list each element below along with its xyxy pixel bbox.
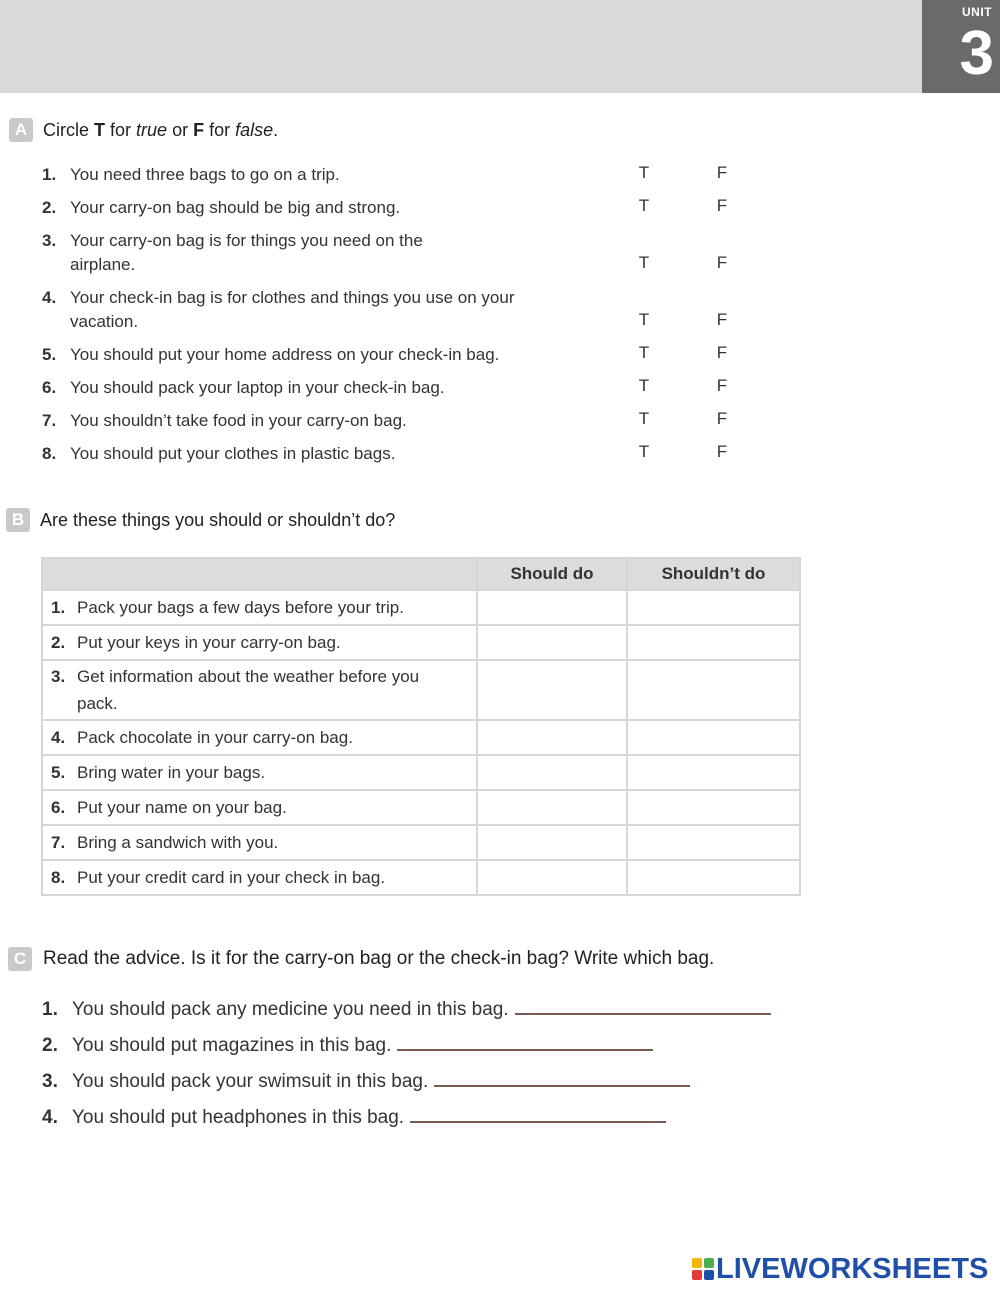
answer-blank[interactable] [434,1084,690,1087]
should-do-cell[interactable] [477,825,627,860]
shouldnt-do-cell[interactable] [627,720,800,755]
unit-number: 3 [959,19,994,88]
advice-item: 3. You should pack your swimsuit in this bag. [42,1071,690,1093]
should-do-cell[interactable] [477,720,627,755]
answer-blank[interactable] [410,1120,666,1123]
true-option[interactable]: T [638,442,650,461]
unit-box [922,0,1000,93]
answer-blank[interactable] [397,1048,653,1051]
table-row: 7. Bring a sandwich with you. [42,825,800,860]
true-option[interactable]: T [638,376,650,395]
table-row: 2. Put your keys in your carry-on bag. [42,625,800,660]
should-do-cell[interactable] [477,790,627,825]
true-option[interactable]: T [638,253,650,272]
should-do-cell[interactable] [477,860,627,895]
true-option[interactable]: T [638,196,650,215]
logo-text: LIVEWORKSHEETS [716,1253,989,1285]
advice-item: 1. You should pack any medicine you need in this bag. [42,999,771,1021]
section-c-title: Read the advice. Is it for the carry-on bag or the check-in bag? Write which bag. [43,948,715,969]
advice-item: 4. You should put headphones in this bag. [42,1107,666,1129]
false-option[interactable]: F [716,376,728,395]
col-should-do: Should do [477,558,627,590]
table-row: 4. Pack chocolate in your carry-on bag. [42,720,800,755]
table-row: 1. Pack your bags a few days before your trip. [42,590,800,625]
answer-blank[interactable] [515,1012,771,1015]
table-row: 8. Put your credit card in your check in bag. [42,860,800,895]
should-do-cell[interactable] [477,660,627,720]
advice-item: 2. You should put magazines in this bag. [42,1035,653,1057]
false-option[interactable]: F [716,253,728,272]
table-row: 5. Bring water in your bags. [42,755,800,790]
section-b-title: Are these things you should or shouldn’t do? [40,510,396,530]
false-option[interactable]: F [716,310,728,329]
shouldnt-do-cell[interactable] [627,625,800,660]
should-table [41,557,801,896]
true-option[interactable]: T [638,163,650,182]
false-option[interactable]: F [716,163,728,182]
table-header-row [42,558,800,590]
section-c-badge: C [8,947,32,971]
true-option[interactable]: T [638,409,650,428]
logo-icon [692,1258,714,1280]
shouldnt-do-cell[interactable] [627,860,800,895]
false-option[interactable]: F [716,442,728,461]
header-bar [0,0,922,93]
false-option[interactable]: F [716,409,728,428]
section-a-title: Circle T for true or F for false. [43,120,279,140]
section-a-badge: A [9,118,33,142]
table-row: 6. Put your name on your bag. [42,790,800,825]
section-b-badge: B [6,508,30,532]
should-do-cell[interactable] [477,755,627,790]
false-option[interactable]: F [716,343,728,362]
table-row: 3. Get information about the weather before you pack. [42,660,800,720]
shouldnt-do-cell[interactable] [627,790,800,825]
table-header-blank [42,558,477,590]
shouldnt-do-cell[interactable] [627,590,800,625]
shouldnt-do-cell[interactable] [627,660,800,720]
unit-label: UNIT [962,5,992,19]
should-do-cell[interactable] [477,590,627,625]
should-do-cell[interactable] [477,625,627,660]
true-option[interactable]: T [638,310,650,329]
false-option[interactable]: F [716,196,728,215]
true-option[interactable]: T [638,343,650,362]
shouldnt-do-cell[interactable] [627,755,800,790]
col-shouldnt-do: Shouldn’t do [627,558,800,590]
shouldnt-do-cell[interactable] [627,825,800,860]
